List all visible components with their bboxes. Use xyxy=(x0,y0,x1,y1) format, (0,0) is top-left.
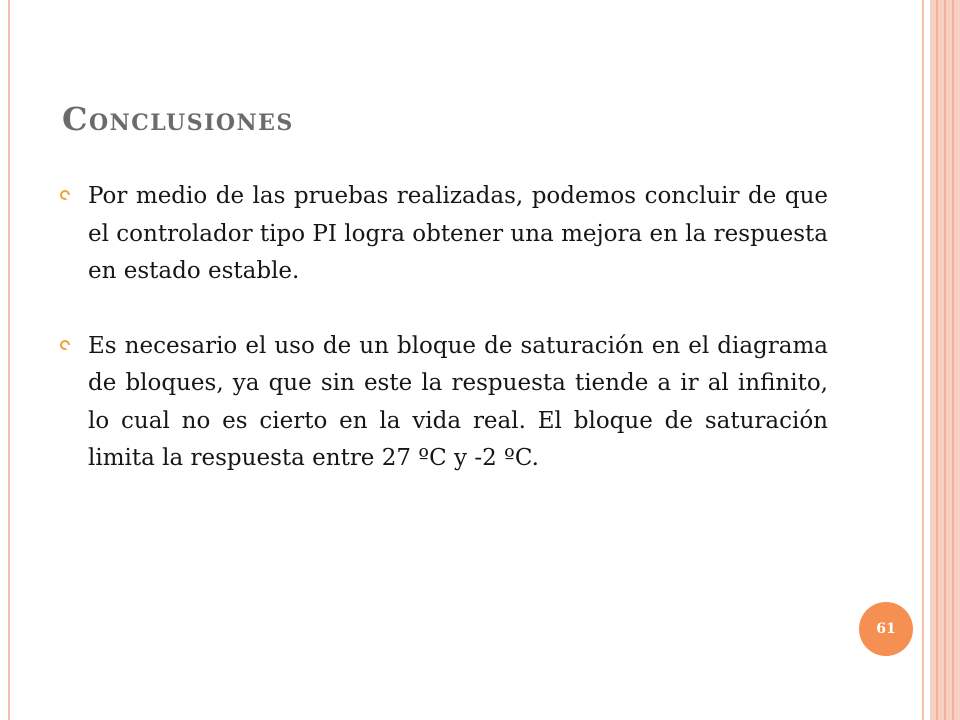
bullet-ring-icon xyxy=(60,190,70,200)
decor-stripe xyxy=(936,0,938,720)
bullet-item xyxy=(60,178,828,291)
bullet-item xyxy=(60,328,828,478)
slide-right-border xyxy=(922,0,924,720)
decor-stripe xyxy=(944,0,946,720)
slide-right-decor-band xyxy=(930,0,960,720)
bullet-text: Es necesario el uso de un bloque de saturación en el diagrama de bloques, ya que sin este la respuesta tiende a ir al infinito, lo cual no es cierto en la vida real. El bloque de saturación limita la respuesta entre 27 ºC y -2 ºC. xyxy=(88,332,828,471)
slide-title: Conclusiones xyxy=(62,100,294,138)
bullet-text: Por medio de las pruebas realizadas, podemos concluir de que el controlador tipo PI logra obtener una mejora en la respuesta en estado estable. xyxy=(88,183,828,284)
page-number: 61 xyxy=(876,621,896,637)
decor-stripe xyxy=(952,0,954,720)
slide-left-border xyxy=(8,0,10,720)
bullet-ring-icon xyxy=(60,340,70,350)
bullet-list xyxy=(60,178,828,515)
page-number-badge xyxy=(859,602,913,656)
